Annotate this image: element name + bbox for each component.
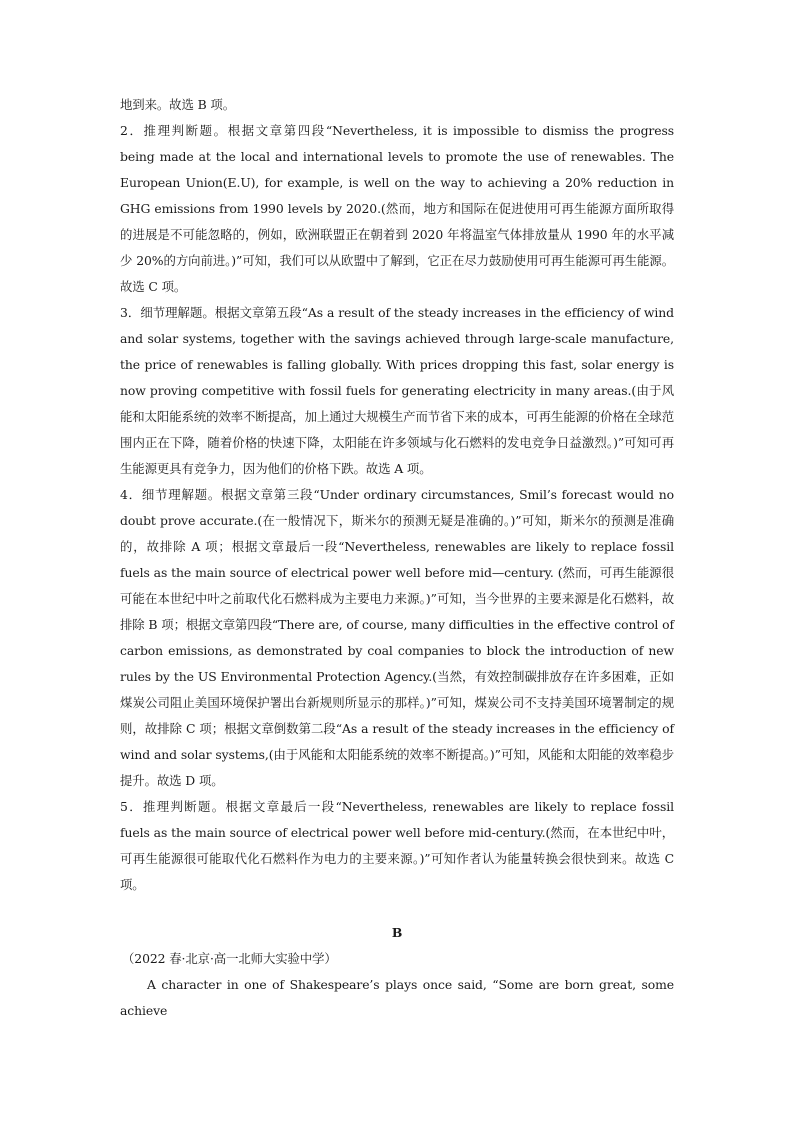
answer-5: 5．推理判断题。根据文章最后一段“Nevertheless, renewables are likely to replace fossil fuels as the main source of electrical power well before mid-century.(然而，在本世纪中叶，可再生能源很可能取代化石燃料作为电力的主要来源。)”可知作者认为能量转换会很快到来。故选 C 项。 (120, 799, 674, 892)
answer-3: 3．细节理解题。根据文章第五段“As a result of the steady increases in the efficiency of wind and solar systems, together with the savings achieved through large-scale manufacture, the price of renewables is falling globally. With prices dropping this fast, solar energy is now proving competitive with fossil fuels for generating electricity in many areas.(由于风能和太阳能系统的效率不断提高，加上通过大规模生产而节省下来的成本，可再生能源的价格在全球范围内正在下降，随着价格的快速下降，太阳能在许多领域与化石燃料的发电竞争日益激烈。)”可知可再生能源更具有竞争力，因为他们的价格下跌。故选 A 项。 (120, 305, 674, 476)
source-line: （2022 春·北京·高一北师大实验中学） (122, 951, 337, 966)
section-label: B (391, 925, 403, 940)
document-page (120, 92, 674, 1024)
answer-tail-1: 地到来。故选 B 项。 (120, 97, 236, 112)
answer-4: 4．细节理解题。根据文章第三段“Under ordinary circumstances, Smil’s forecast would no doubt prove accurate.(在一般情况下，斯米尔的预测无疑是准确的。)”可知，斯米尔的预测是准确的，故排除 A 项；根据文章最后一段“Nevertheless, renewables are likely to replace fossil fuels as the main source of electrical power well before mid—century. (然而，可再生能源很可能在本世纪中叶之前取代化石燃料成为主要电力来源。)”可知，当今世界的主要来源是化石燃料，故排除 B 项；根据文章第四段“There are, of course, many difficulties in the effective control of carbon emissions, as demonstrated by coal companies to block the introduction of new rules by the US Environmental Protection Agency.(当然，有效控制碳排放存在许多困难，正如煤炭公司阻止美国环境保护署出台新规则所显示的那样。)”可知，煤炭公司不支持美国环境署制定的规则，故排除 C 项；根据文章倒数第二段“As a result of the steady increases in the efficiency of wind and solar systems,(由于风能和太阳能系统的效率不断提高。)”可知，风能和太阳能的效率稳步提升。故选 D 项。 (120, 487, 674, 788)
answer-2: 2．推理判断题。根据文章第四段“Nevertheless, it is impossible to dismiss the progress being made at the local and international levels to promote the use of renewables. The European Union(E.U), for example, is well on the way to achieving a 20% reduction in GHG emissions from 1990 levels by 2020.(然而，地方和国际在促进使用可再生能源方面所取得的进展是不可能忽略的，例如，欧洲联盟正在朝着到 2020 年将温室气体排放量从 1990 年的水平减少 20%的方向前进。)”可知，我们可以从欧盟中了解到，它正在尽力鼓励使用可再生能源可再生能源。故选 C 项。 (120, 123, 674, 294)
passage-opening: A character in one of Shakespeare’s plays once said, “Some are born great, some achieve (120, 977, 674, 1018)
